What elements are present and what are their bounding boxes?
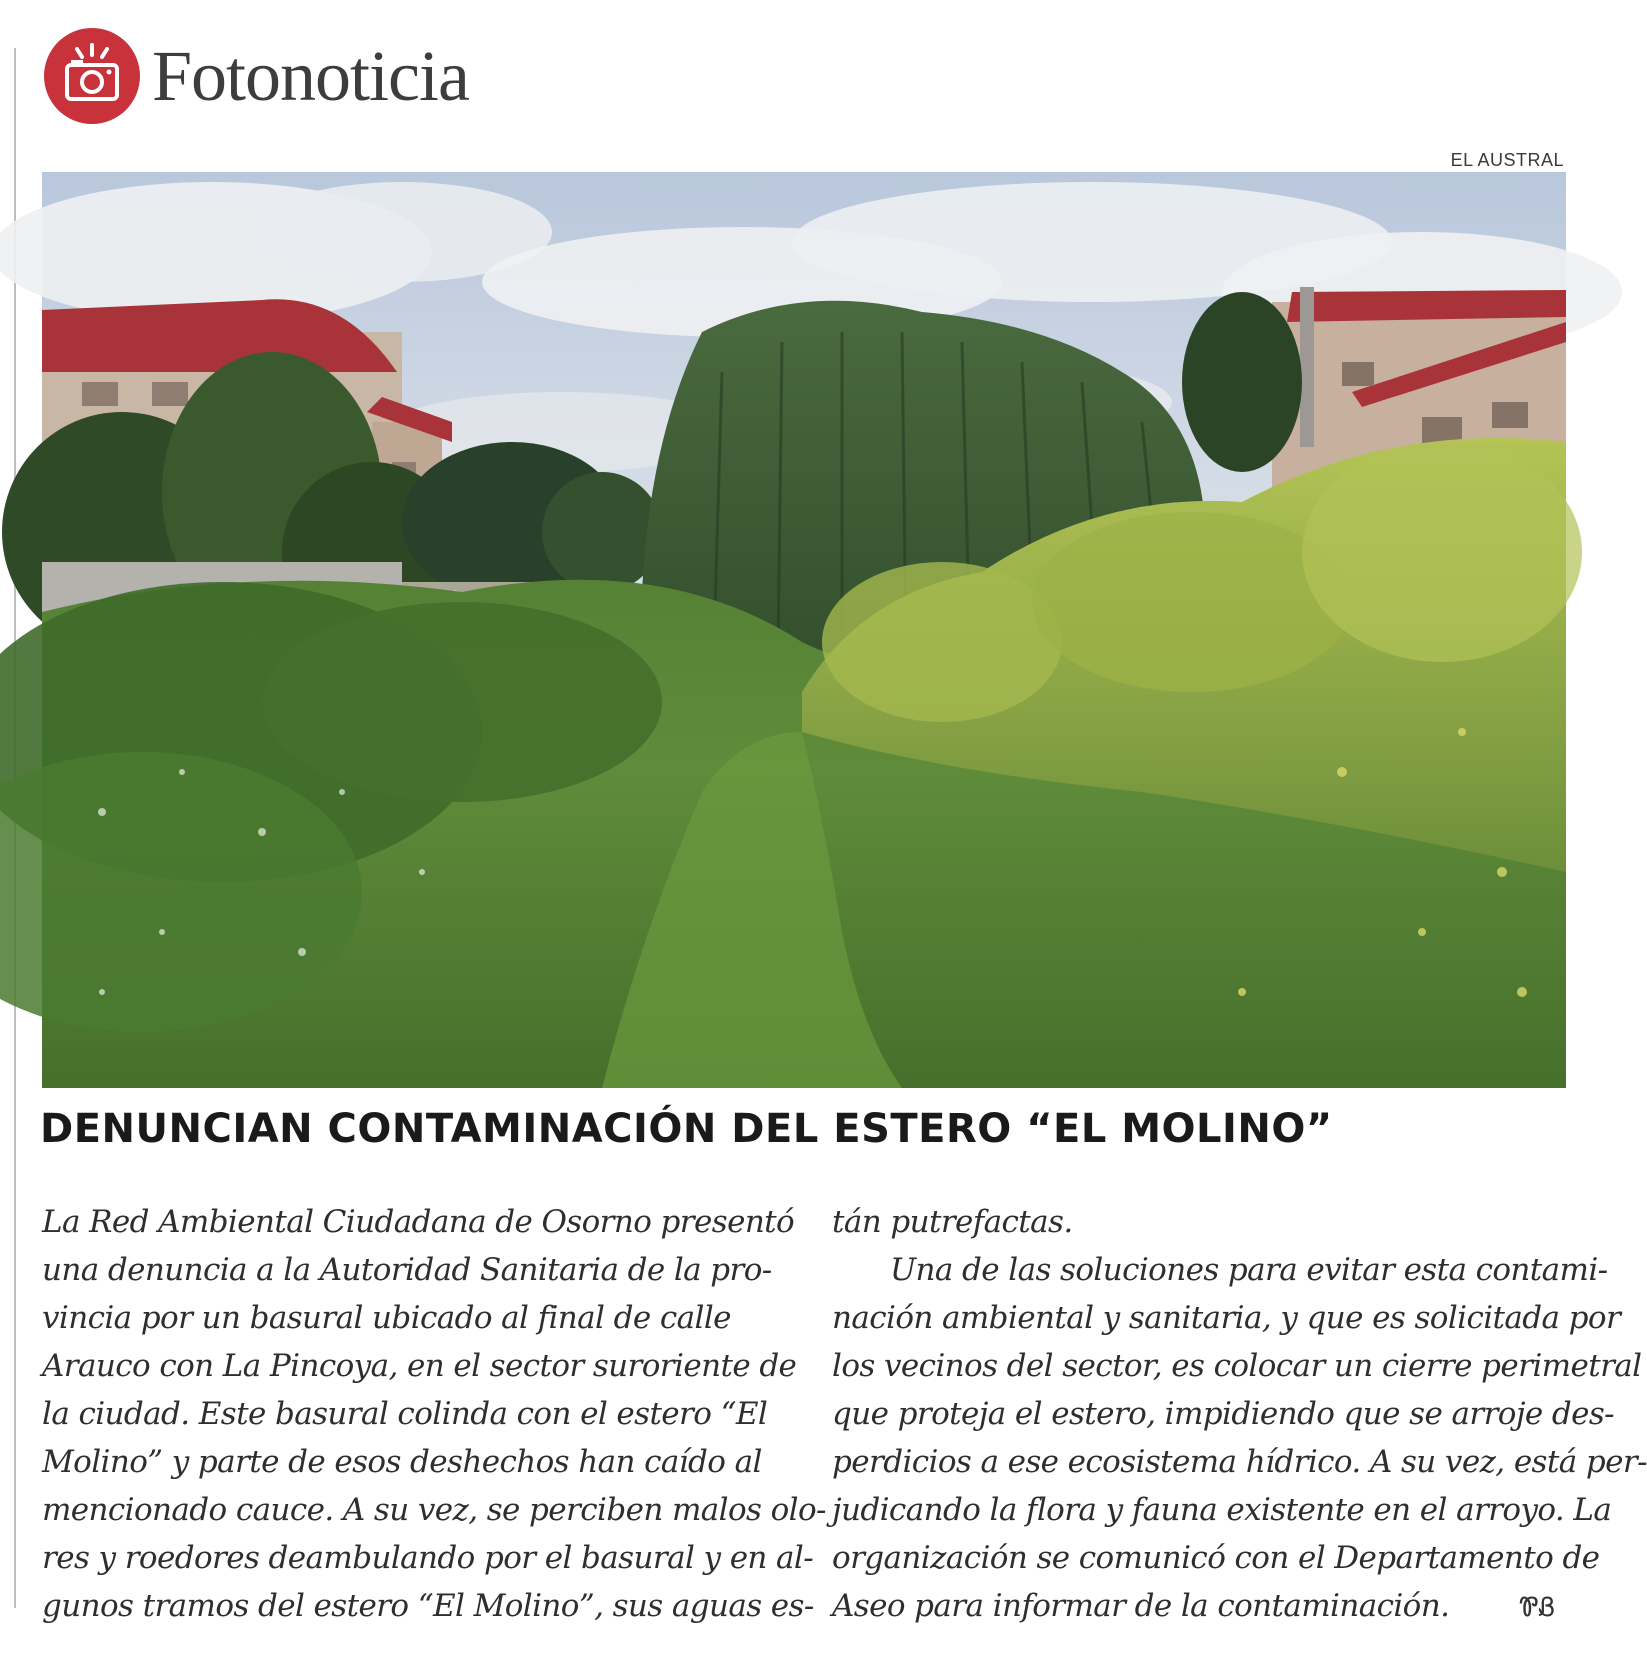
end-mark-icon: ᏈᏰ	[1519, 1593, 1555, 1623]
text-line: Una de las soluciones para evitar esta contami-	[890, 1252, 1608, 1288]
text-line: mencionado cauce. A su vez, se perciben malos olo-	[42, 1492, 826, 1528]
text-line: la ciudad. Este basural colinda con el estero “El	[42, 1396, 768, 1432]
text-line: La Red Ambiental Ciudadana de Osorno presentó	[42, 1204, 795, 1240]
text-line: que proteja el estero, impidiendo que se arroje des-	[832, 1396, 1615, 1432]
text-line-last	[832, 1582, 1556, 1630]
article-headline: DENUNCIAN CONTAMINACIÓN DEL ESTERO “EL MOLINO”	[40, 1106, 1333, 1152]
text-line: nación ambiental y sanitaria, y que es solicitada por	[832, 1300, 1621, 1336]
article-column-left	[42, 1198, 826, 1630]
photo-credit: EL AUSTRAL	[1450, 150, 1564, 170]
text-line: una denuncia a la Autoridad Sanitaria de la pro-	[42, 1252, 772, 1288]
news-photo	[42, 172, 1566, 1088]
text-line: perdicios a ese ecosistema hídrico. A su vez, está per-	[832, 1444, 1647, 1480]
text-line-content: Aseo para informar de la contaminación.	[832, 1588, 1450, 1624]
camera-icon	[44, 28, 140, 124]
text-line: Arauco con La Pincoya, en el sector suroriente de	[42, 1348, 797, 1384]
text-line: gunos tramos del estero “El Molino”, sus aguas es-	[42, 1588, 814, 1624]
article-column-right	[832, 1198, 1647, 1630]
text-line: organización se comunicó con el Departamento de	[832, 1540, 1600, 1576]
text-line: vincia por un basural ubicado al final de calle	[42, 1300, 731, 1336]
text-line: res y roedores deambulando por el basural y en al-	[42, 1540, 814, 1576]
section-header	[44, 26, 469, 126]
text-line: tán putrefactas.	[832, 1204, 1073, 1240]
text-line: judicando la flora y fauna existente en el arroyo. La	[832, 1492, 1612, 1528]
text-line: Molino” y parte de esos deshechos han caído al	[42, 1444, 762, 1480]
text-line: los vecinos del sector, es colocar un cierre perimetral	[832, 1348, 1642, 1384]
section-title: Fotonoticia	[152, 35, 469, 116]
